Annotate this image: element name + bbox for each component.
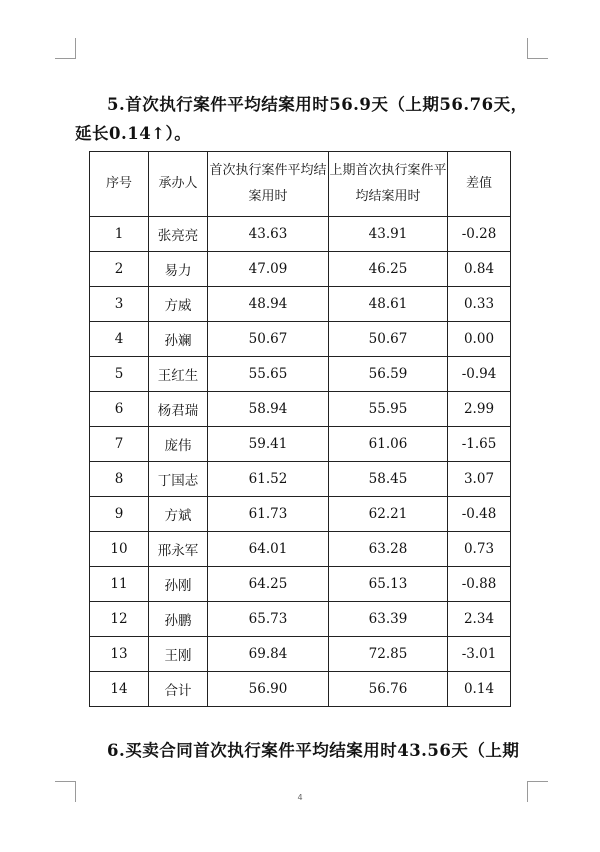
crop-mark-top-left	[55, 38, 76, 59]
cell-difference: -0.94	[448, 357, 511, 392]
cell-index: 4	[90, 322, 149, 357]
crop-mark-top-right	[527, 38, 548, 59]
cell-handler: 孙鹏	[149, 602, 208, 637]
header-index: 序号	[90, 152, 149, 217]
cell-difference: -3.01	[448, 637, 511, 672]
cell-previous-avg: 72.85	[329, 637, 448, 672]
cell-handler: 孙刚	[149, 567, 208, 602]
cell-handler: 张亮亮	[149, 217, 208, 252]
cell-previous-avg: 50.67	[329, 322, 448, 357]
header-current-avg: 首次执行案件平均结案用时	[208, 152, 329, 217]
table-row	[90, 427, 511, 462]
cell-previous-avg: 56.76	[329, 672, 448, 707]
cell-difference: 0.14	[448, 672, 511, 707]
cell-previous-avg: 61.06	[329, 427, 448, 462]
table-row	[90, 532, 511, 567]
cell-difference: 0.84	[448, 252, 511, 287]
cell-index: 11	[90, 567, 149, 602]
cell-current-avg: 43.63	[208, 217, 329, 252]
case-duration-table	[89, 151, 511, 707]
cell-current-avg: 69.84	[208, 637, 329, 672]
cell-difference: 0.73	[448, 532, 511, 567]
cell-previous-avg: 65.13	[329, 567, 448, 602]
cell-current-avg: 56.90	[208, 672, 329, 707]
page-number: 4	[297, 793, 303, 802]
cell-handler: 方斌	[149, 497, 208, 532]
cell-index: 12	[90, 602, 149, 637]
cell-index: 10	[90, 532, 149, 567]
cell-previous-avg: 63.39	[329, 602, 448, 637]
section-heading-6: 6.买卖合同首次执行案件平均结案用时43.56天（上期	[107, 741, 520, 760]
cell-previous-avg: 62.21	[329, 497, 448, 532]
cell-index: 8	[90, 462, 149, 497]
cell-index: 6	[90, 392, 149, 427]
table-row	[90, 567, 511, 602]
cell-difference: -0.48	[448, 497, 511, 532]
cell-index: 1	[90, 217, 149, 252]
cell-handler: 丁国志	[149, 462, 208, 497]
cell-index: 2	[90, 252, 149, 287]
table-row	[90, 497, 511, 532]
header-handler: 承办人	[149, 152, 208, 217]
cell-handler: 易力	[149, 252, 208, 287]
cell-index: 5	[90, 357, 149, 392]
cell-difference: 0.33	[448, 287, 511, 322]
cell-handler: 王红生	[149, 357, 208, 392]
cell-index: 3	[90, 287, 149, 322]
cell-current-avg: 55.65	[208, 357, 329, 392]
cell-previous-avg: 55.95	[329, 392, 448, 427]
table-row	[90, 392, 511, 427]
cell-previous-avg: 46.25	[329, 252, 448, 287]
cell-current-avg: 48.94	[208, 287, 329, 322]
table-row	[90, 252, 511, 287]
cell-index: 14	[90, 672, 149, 707]
cell-handler: 庞伟	[149, 427, 208, 462]
table-row	[90, 637, 511, 672]
table-body	[90, 217, 511, 707]
cell-previous-avg: 58.45	[329, 462, 448, 497]
cell-previous-avg: 56.59	[329, 357, 448, 392]
cell-current-avg: 59.41	[208, 427, 329, 462]
cell-current-avg: 50.67	[208, 322, 329, 357]
table-row	[90, 322, 511, 357]
table-row	[90, 462, 511, 497]
section-heading-5: 5.首次执行案件平均结案用时56.9天（上期56.76天，延长0.14↑）。	[75, 95, 528, 143]
table-row	[90, 217, 511, 252]
cell-previous-avg: 48.61	[329, 287, 448, 322]
cell-difference: 3.07	[448, 462, 511, 497]
cell-index: 7	[90, 427, 149, 462]
cell-previous-avg: 63.28	[329, 532, 448, 567]
table-row	[90, 672, 511, 707]
cell-handler: 方威	[149, 287, 208, 322]
cell-current-avg: 64.01	[208, 532, 329, 567]
cell-current-avg: 65.73	[208, 602, 329, 637]
cell-difference: -0.88	[448, 567, 511, 602]
table-row	[90, 602, 511, 637]
header-difference: 差值	[448, 152, 511, 217]
cell-index: 9	[90, 497, 149, 532]
cell-handler: 王刚	[149, 637, 208, 672]
header-previous-avg: 上期首次执行案件平均结案用时	[329, 152, 448, 217]
table-row	[90, 357, 511, 392]
cell-difference: 2.34	[448, 602, 511, 637]
cell-current-avg: 58.94	[208, 392, 329, 427]
cell-handler: 孙斓	[149, 322, 208, 357]
cell-difference: 2.99	[448, 392, 511, 427]
cell-handler: 邢永军	[149, 532, 208, 567]
table-header-row	[90, 152, 511, 217]
cell-handler: 合计	[149, 672, 208, 707]
cell-current-avg: 61.52	[208, 462, 329, 497]
cell-current-avg: 47.09	[208, 252, 329, 287]
cell-current-avg: 61.73	[208, 497, 329, 532]
cell-handler: 杨君瑞	[149, 392, 208, 427]
cell-difference: -0.28	[448, 217, 511, 252]
cell-previous-avg: 43.91	[329, 217, 448, 252]
cell-current-avg: 64.25	[208, 567, 329, 602]
table-row	[90, 287, 511, 322]
cell-difference: 0.00	[448, 322, 511, 357]
cell-index: 13	[90, 637, 149, 672]
cell-difference: -1.65	[448, 427, 511, 462]
